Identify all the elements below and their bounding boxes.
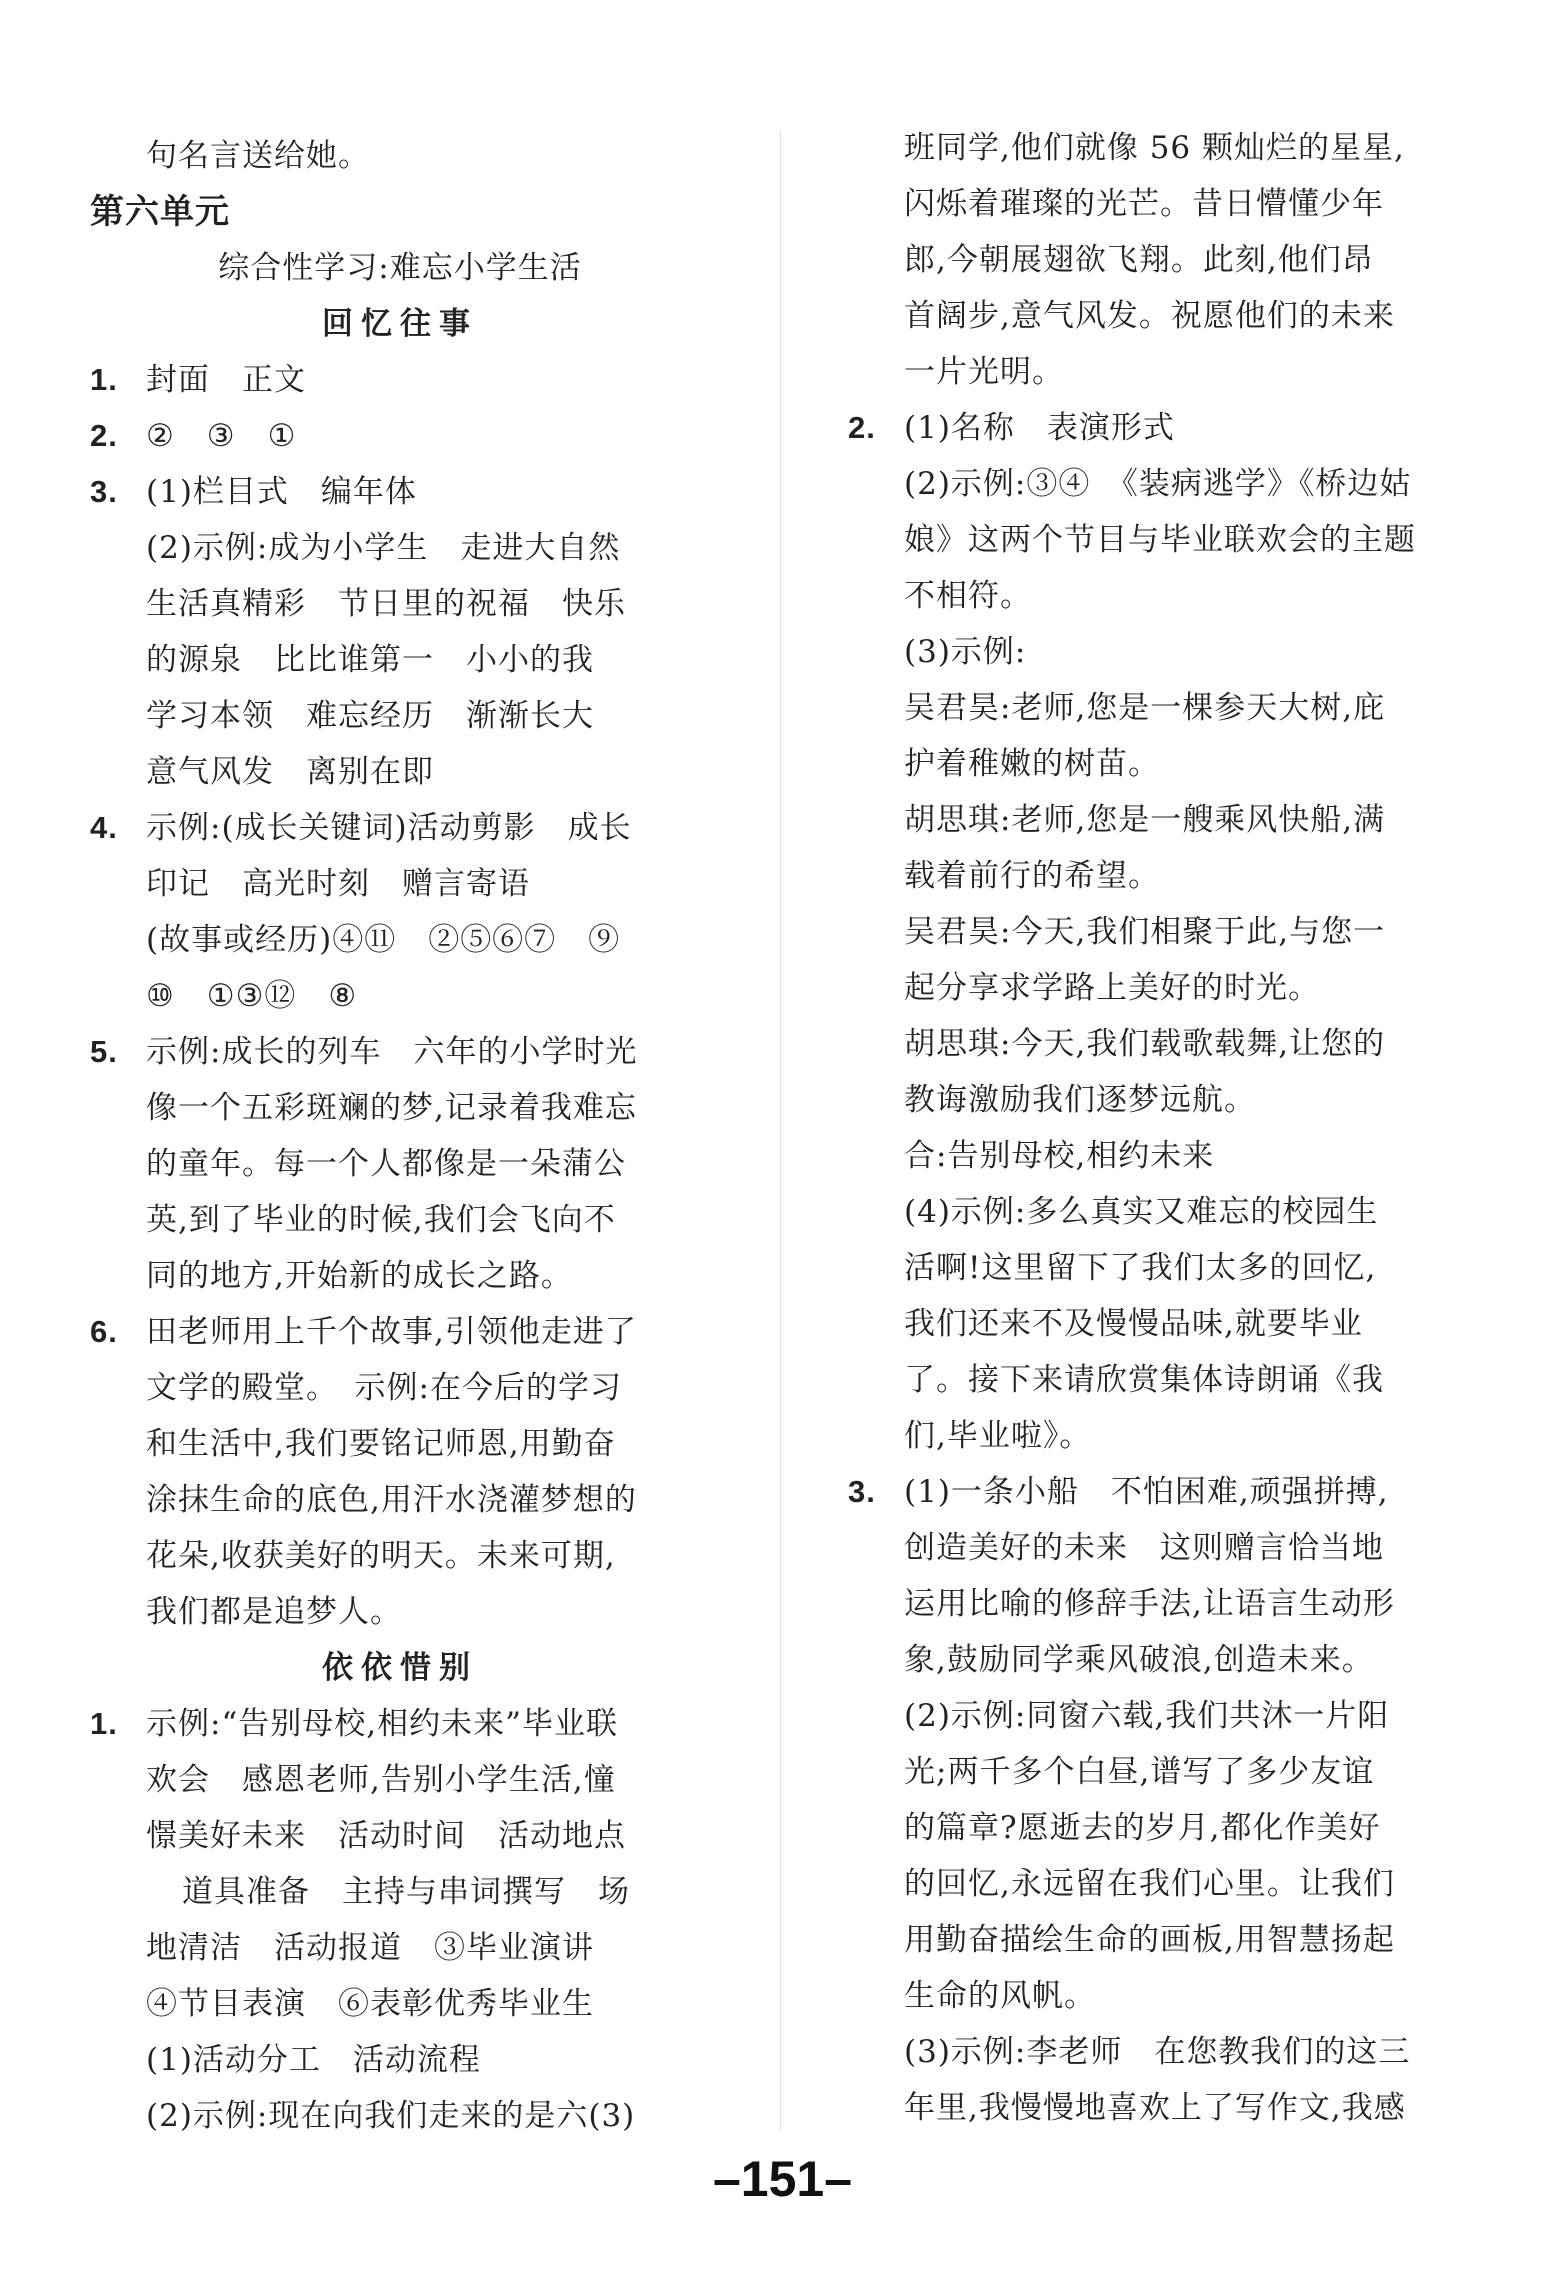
question-number: 1. xyxy=(90,362,118,397)
text-line: 首阔步,意气风发。祝愿他们的未来 xyxy=(904,298,1395,334)
text-line: 意气风发 离别在即 xyxy=(146,754,434,790)
text-line: 用勤奋描绘生命的画板,用智慧扬起 xyxy=(904,1922,1395,1958)
text-line: 起分享求学路上美好的时光。 xyxy=(904,970,1320,1006)
text-line: (2)示例:同窗六载,我们共沐一片阳 xyxy=(904,1698,1390,1734)
text-line: 不相符。 xyxy=(904,578,1032,614)
text-line: ④节目表演 ⑥表彰优秀毕业生 xyxy=(146,1986,594,2022)
column-divider xyxy=(780,130,781,2130)
text-line: (4)示例:多么真实又难忘的校园生 xyxy=(904,1194,1379,1230)
text-line: 道具准备 主持与串词撰写 场 xyxy=(182,1874,630,1910)
text-line: 吴君昊:老师,您是一棵参天大树,庇 xyxy=(904,690,1386,726)
question-2 xyxy=(90,408,710,464)
text-line: 郎,今朝展翅欲飞翔。此刻,他们昂 xyxy=(904,242,1374,278)
text-line: (2)示例:③④ 《装病逃学》《桥边姑 xyxy=(904,466,1412,502)
text-line: (3)示例:李老师 在您教我们的这三 xyxy=(904,2034,1411,2070)
text-line: 涂抹生命的底色,用汗水浇灌梦想的 xyxy=(146,1482,637,1518)
text-line: 吴君昊:今天,我们相聚于此,与您一 xyxy=(904,914,1386,950)
text-line: 胡思琪:今天,我们载歌载舞,让您的 xyxy=(904,1026,1386,1062)
text-line: 象,鼓励同学乘风破浪,创造未来。 xyxy=(904,1642,1374,1678)
text-line: 创造美好的未来 这则赠言恰当地 xyxy=(904,1530,1384,1566)
text-line: 同的地方,开始新的成长之路。 xyxy=(146,1258,573,1294)
text-line: 娘》这两个节目与毕业联欢会的主题 xyxy=(904,522,1416,558)
text-line: 文学的殿堂。 示例:在今后的学习 xyxy=(146,1370,622,1406)
text-line: 的篇章?愿逝去的岁月,都化作美好 xyxy=(904,1810,1381,1846)
answer-text: ② ③ ① xyxy=(146,418,297,454)
text-line: 活啊!这里留下了我们太多的回忆, xyxy=(904,1250,1377,1286)
text-line: ⑩ ①③⑫ ⑧ xyxy=(146,978,358,1014)
answer-text: (1)名称 表演形式 xyxy=(904,410,1175,446)
text-line: 花朵,收获美好的明天。未来可期, xyxy=(146,1538,616,1574)
question-1 xyxy=(90,1696,710,1752)
question-6 xyxy=(90,1304,710,1360)
answer-text: (1)栏目式 编年体 xyxy=(146,474,417,510)
text-line: 了。接下来请欣赏集体诗朗诵《我 xyxy=(904,1362,1384,1398)
text-line: 生活真精彩 节日里的祝福 快乐 xyxy=(146,586,626,622)
text-line: 印记 高光时刻 赠言寄语 xyxy=(146,866,530,902)
text-line: 班同学,他们就像 56 颗灿烂的星星, xyxy=(904,130,1405,166)
question-4 xyxy=(90,800,710,856)
text-line: 地清洁 活动报道 ③毕业演讲 xyxy=(146,1930,594,1966)
unit-title: 第六单元 xyxy=(90,193,230,231)
answer-text: 示例:“告别母校,相约未来”毕业联 xyxy=(146,1706,618,1742)
text-line: 们,毕业啦》。 xyxy=(904,1418,1092,1454)
text-line: 学习本领 难忘经历 渐渐长大 xyxy=(146,698,594,734)
text-line: (1)活动分工 活动流程 xyxy=(146,2042,481,2078)
answer-text: 示例:成长的列车 六年的小学时光 xyxy=(146,1034,638,1070)
right-column xyxy=(848,120,1468,2136)
text-line: 一片光明。 xyxy=(904,354,1064,390)
answer-text: 示例:(成长关键词)活动剪影 成长 xyxy=(146,810,632,846)
question-number: 1. xyxy=(90,1706,118,1741)
text-line: (故事或经历)④⑪ ②⑤⑥⑦ ⑨ xyxy=(146,922,621,958)
text-line: 的回忆,永远留在我们心里。让我们 xyxy=(904,1866,1395,1902)
text-line: 句名言送给她。 xyxy=(146,138,370,174)
answer-text: 田老师用上千个故事,引领他走进了 xyxy=(146,1314,637,1350)
text-line: 欢会 感恩老师,告别小学生活,憧 xyxy=(146,1762,616,1798)
text-line: 光;两千多个白昼,谱写了多少友谊 xyxy=(904,1754,1375,1790)
text-line: 憬美好未来 活动时间 活动地点 xyxy=(146,1818,626,1854)
text-line: 闪烁着璀璨的光芒。昔日懵懂少年 xyxy=(904,186,1384,222)
question-number: 2. xyxy=(848,410,876,445)
text-line: 胡思琪:老师,您是一艘乘风快船,满 xyxy=(904,802,1386,838)
answer-text: (1)一条小船 不怕困难,顽强拼搏, xyxy=(904,1474,1389,1510)
question-5 xyxy=(90,1024,710,1080)
question-3 xyxy=(848,1464,1468,1520)
text-line: 的源泉 比比谁第一 小小的我 xyxy=(146,642,594,678)
text-line: 和生活中,我们要铭记师恩,用勤奋 xyxy=(146,1426,616,1462)
text-line: 我们还来不及慢慢品味,就要毕业 xyxy=(904,1306,1363,1342)
question-number: 3. xyxy=(848,1474,876,1509)
text-line: 英,到了毕业的时候,我们会飞向不 xyxy=(146,1202,616,1238)
section-title-farewell: 依依惜别 xyxy=(322,1650,478,1686)
subtitle: 综合性学习:难忘小学生活 xyxy=(218,250,582,286)
question-number: 4. xyxy=(90,810,118,845)
text-line: 护着稚嫩的树苗。 xyxy=(904,746,1160,782)
question-number: 3. xyxy=(90,474,118,509)
text-line: (3)示例: xyxy=(904,634,1027,670)
text-line: (2)示例:现在向我们走来的是六(3) xyxy=(146,2098,636,2134)
text-line: 生命的风帆。 xyxy=(904,1978,1096,2014)
question-1 xyxy=(90,352,710,408)
text-line: 年里,我慢慢地喜欢上了写作文,我感 xyxy=(904,2090,1406,2126)
section-title-memories: 回忆往事 xyxy=(322,306,478,342)
page-number: –151– xyxy=(712,2151,853,2207)
left-column xyxy=(90,128,710,2144)
text-line: 合:告别母校,相约未来 xyxy=(904,1138,1215,1174)
text-line: 的童年。每一个人都像是一朵蒲公 xyxy=(146,1146,626,1182)
text-line: 载着前行的希望。 xyxy=(904,858,1160,894)
answer-text: 封面 正文 xyxy=(146,362,306,398)
text-line: 我们都是追梦人。 xyxy=(146,1594,402,1630)
text-line: 像一个五彩斑斓的梦,记录着我难忘 xyxy=(146,1090,637,1126)
question-number: 6. xyxy=(90,1314,118,1349)
text-line: (2)示例:成为小学生 走进大自然 xyxy=(146,530,621,566)
question-3 xyxy=(90,464,710,520)
text-line: 教诲激励我们逐梦远航。 xyxy=(904,1082,1256,1118)
question-number: 2. xyxy=(90,418,118,453)
question-2 xyxy=(848,400,1468,456)
question-number: 5. xyxy=(90,1034,118,1069)
text-line: 运用比喻的修辞手法,让语言生动形 xyxy=(904,1586,1395,1622)
